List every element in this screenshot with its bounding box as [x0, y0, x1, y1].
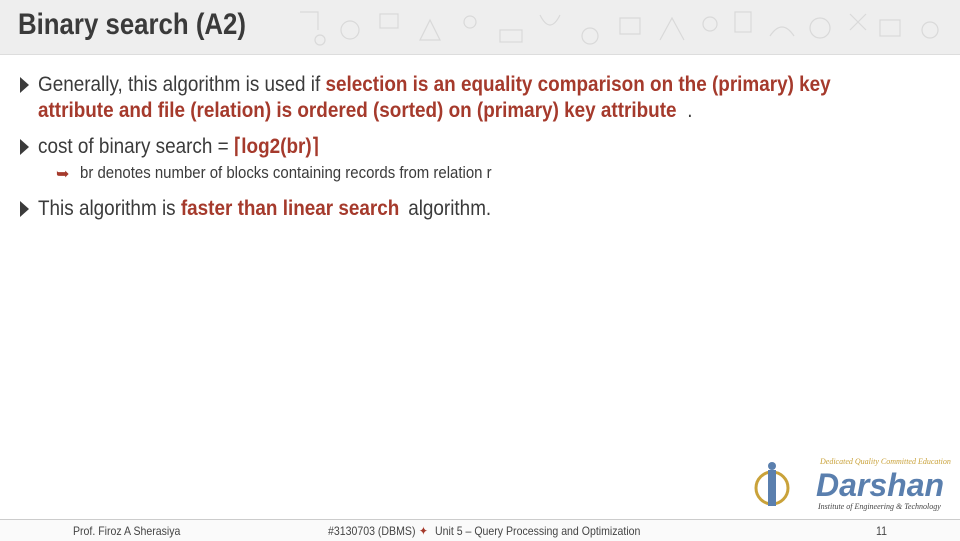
footer-separator-icon: ✦ [419, 524, 428, 538]
sub-bullet-arrow-icon: ➥ [56, 166, 70, 183]
darshan-logo [750, 456, 960, 516]
title-bar [0, 0, 960, 55]
footer-course: #3130703 (DBMS) [328, 524, 416, 538]
logo-tagline: Dedicated Quality Committed Education [820, 457, 951, 466]
sub-bullet-1: br denotes number of blocks containing records from relation r [80, 163, 492, 182]
bullet-1-line-2: attribute and file (relation) is ordered (sorted) on (primary) key attribute . [38, 99, 693, 122]
logo-emblem-icon [756, 462, 788, 506]
bullet-2-text: cost of binary search = ⌈log2(br)⌉ [38, 135, 320, 158]
bullet-arrow-icon [20, 139, 29, 155]
logo-subtitle: Institute of Engineering & Technology [818, 502, 941, 511]
bullet-3-text: This algorithm is faster than linear search algorithm. [38, 197, 492, 220]
footer [0, 519, 960, 541]
slide-title: Binary search (A2) [18, 8, 246, 41]
bullet-arrow-icon [20, 201, 29, 217]
bullet-1-line-1: Generally, this algorithm is used if selection is an equality comparison on the (primary) key [38, 73, 831, 96]
footer-unit: Unit 5 – Query Processing and Optimization [435, 524, 641, 538]
footer-author: Prof. Firoz A Sherasiya [73, 524, 181, 538]
bullet-arrow-icon [20, 77, 29, 93]
logo-name: Darshan [816, 467, 945, 503]
footer-page-number: 11 [876, 524, 887, 538]
